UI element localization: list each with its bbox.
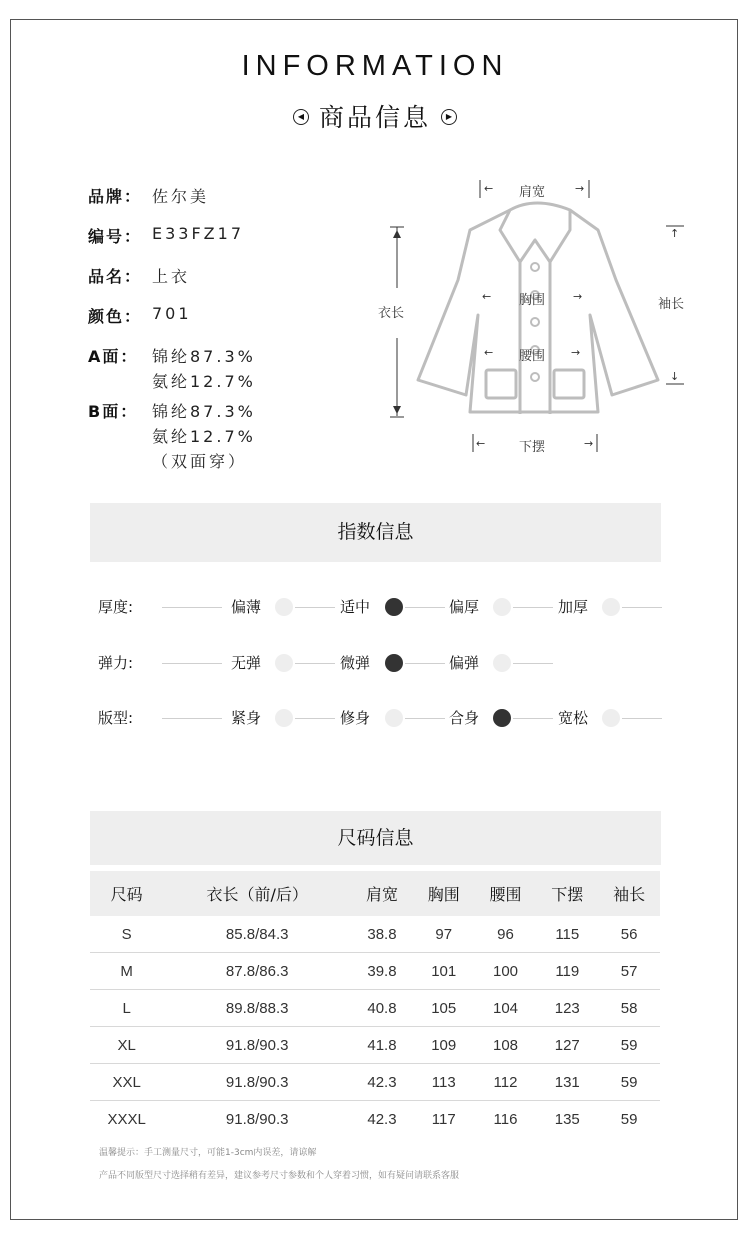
note-line2: 产品不同版型尺寸选择稍有差异，建议参考尺寸参数和个人穿着习惯，如有疑问请联系客服 [99,1171,460,1181]
table-cell: 127 [536,1027,598,1064]
thickness-dot-medium-selected [385,598,403,616]
length-label: 衣长 [378,306,405,321]
chest-right-arrow-icon: → [573,290,583,303]
table-cell: 117 [431,1110,456,1128]
table-cell: 131 [536,1064,598,1101]
elasticity-option-none: 无弹 [231,654,262,672]
table-cell: 113 [413,1064,475,1101]
rating-line [295,607,335,608]
b-side-line3: （双面穿） [152,452,248,471]
table-cell: 89.8/88.3 [163,990,351,1027]
table-cell: 59 [598,1027,660,1064]
table-cell: 39.8 [351,953,413,990]
name-key: 品名： [88,267,143,286]
thickness-option-extra-thick: 加厚 [558,598,589,616]
fit-option-loose: 宽松 [558,709,589,727]
table-cell: 91.8/90.3 [163,1027,351,1064]
fit-dot-regular-selected [493,709,511,727]
fit-dot-loose [602,709,620,727]
table-cell: S [90,916,163,953]
table-cell: 115 [536,916,598,953]
title-cn: 商品信息 [318,103,431,132]
thickness-dot-extra-thick [602,598,620,616]
table-cell: 59 [598,1064,660,1101]
jacket-placket [520,262,550,414]
rating-line [405,718,445,719]
fit-label: 版型: [98,709,134,727]
rating-line [295,663,335,664]
table-cell: 135 [554,1110,580,1128]
left-pocket [486,370,516,398]
rating-line [513,607,553,608]
code-value: E33FZ17 [152,224,244,243]
jacket-diagram [370,170,710,460]
fit-row [98,707,668,731]
sleeve-label: 袖长 [658,297,685,312]
shoulder-label: 肩宽 [519,185,546,200]
size-table-header [90,871,660,916]
col-chest: 胸围 [413,871,475,916]
hem-label: 下摆 [519,440,546,455]
shoulder-left-arrow-icon: ← [484,182,494,195]
table-cell: 91.8/90.3 [163,1064,351,1101]
table-row [90,990,660,1027]
title-en: INFORMATION [241,50,509,82]
table-cell: 56 [598,916,660,953]
fit-dot-tight [275,709,293,727]
elasticity-option-stretchy: 偏弹 [449,654,480,672]
b-side-key: B面： [88,402,139,421]
table-row [90,953,660,990]
thickness-label: 厚度: [98,598,134,616]
table-cell: 119 [536,953,598,990]
title-cn-row [0,98,750,134]
brand-key: 品牌： [88,187,143,206]
jacket-collar [500,203,570,262]
table-row [90,1101,660,1138]
rating-line [295,718,335,719]
a-side-line2: 氨纶12.7% [152,372,256,391]
col-waist: 腰围 [475,871,537,916]
table-cell: XL [90,1027,163,1064]
table-row [90,916,660,953]
thickness-row [98,596,668,620]
right-circle-arrow-icon: ▶ [441,109,457,125]
table-cell: 104 [475,990,537,1027]
table-cell: 58 [598,990,660,1027]
elasticity-dot-none [275,654,293,672]
col-shoulder: 肩宽 [351,871,413,916]
table-cell: 38.8 [351,916,413,953]
elasticity-dot-stretchy [493,654,511,672]
col-sleeve: 袖长 [598,871,660,916]
rating-line [513,663,553,664]
size-table [90,871,660,1137]
thickness-option-medium: 适中 [340,598,371,616]
elasticity-dot-slight-selected [385,654,403,672]
table-cell: XXL [90,1064,163,1101]
table-cell: 40.8 [351,990,413,1027]
a-side-line1: 锦纶87.3% [152,347,256,366]
thickness-option-thin: 偏薄 [231,598,262,616]
table-cell: 85.8/84.3 [163,916,351,953]
fit-option-slim: 修身 [340,709,371,727]
table-cell: 116 [493,1110,518,1128]
note-line1: 温馨提示：手工测量尺寸，可能1-3cm内误差，请谅解 [99,1148,317,1158]
size-banner [90,811,661,865]
table-cell: 42.3 [367,1110,397,1128]
table-cell: M [90,953,163,990]
rating-line [162,607,222,608]
table-cell: 123 [536,990,598,1027]
elasticity-label: 弹力: [98,654,134,672]
table-cell: 109 [413,1027,475,1064]
thickness-dot-thick [493,598,511,616]
table-cell: 112 [475,1064,537,1101]
rating-line [622,607,662,608]
size-title: 尺码信息 [337,827,414,849]
chest-left-arrow-icon: ← [482,290,492,303]
hem-right-arrow-icon: → [584,437,594,450]
table-cell: 42.3 [351,1064,413,1101]
table-cell: 57 [598,953,660,990]
table-cell: 97 [413,916,475,953]
rating-line [162,718,222,719]
a-side-key: A面： [88,347,139,366]
col-length: 衣长（前/后） [163,871,351,916]
rating-line [622,718,662,719]
rating-line [162,663,222,664]
b-side-line2: 氨纶12.7% [152,427,256,446]
index-title: 指数信息 [337,521,414,543]
col-hem: 下摆 [536,871,598,916]
thickness-dot-thin [275,598,293,616]
hem-left-arrow-icon: ← [476,437,486,450]
waist-right-arrow-icon: → [571,346,581,359]
table-cell: 100 [475,953,537,990]
b-side-line1: 锦纶87.3% [152,402,256,421]
col-size: 尺码 [90,871,163,916]
table-cell: 105 [413,990,475,1027]
jacket-outline [418,210,658,412]
color-key: 颜色： [88,307,143,326]
rating-line [513,718,553,719]
fit-option-regular: 合身 [449,709,480,727]
table-cell: 96 [475,916,537,953]
thickness-option-thick: 偏厚 [449,598,480,616]
table-cell: 59 [620,1110,638,1128]
table-cell: 101 [413,953,475,990]
table-cell: 91.8/90.3 [225,1110,289,1128]
shoulder-right-arrow-icon: → [575,182,585,195]
rating-line [405,663,445,664]
fit-option-tight: 紧身 [231,709,262,727]
color-value: 701 [152,304,192,323]
name-value: 上衣 [152,267,191,286]
code-key: 编号： [88,227,143,246]
table-row [90,1027,660,1064]
brand-value: 佐尔美 [152,187,210,206]
chest-label: 胸围 [519,293,546,308]
right-pocket [554,370,584,398]
fit-dot-slim [385,709,403,727]
table-row [90,1064,660,1101]
table-cell: 108 [475,1027,537,1064]
elasticity-option-slight: 微弹 [340,654,371,672]
table-cell: 87.8/86.3 [163,953,351,990]
rating-line [405,607,445,608]
sleeve-up-arrow-icon: ↑ [670,227,680,240]
table-cell: XXXL [107,1110,146,1128]
table-cell: L [90,990,163,1027]
waist-left-arrow-icon: ← [484,346,494,359]
left-circle-arrow-icon: ◀ [293,109,309,125]
waist-label: 腰围 [519,349,546,364]
sleeve-down-arrow-icon: ↓ [670,370,680,383]
table-cell: 41.8 [351,1027,413,1064]
index-banner [90,503,661,562]
elasticity-row [98,652,668,676]
